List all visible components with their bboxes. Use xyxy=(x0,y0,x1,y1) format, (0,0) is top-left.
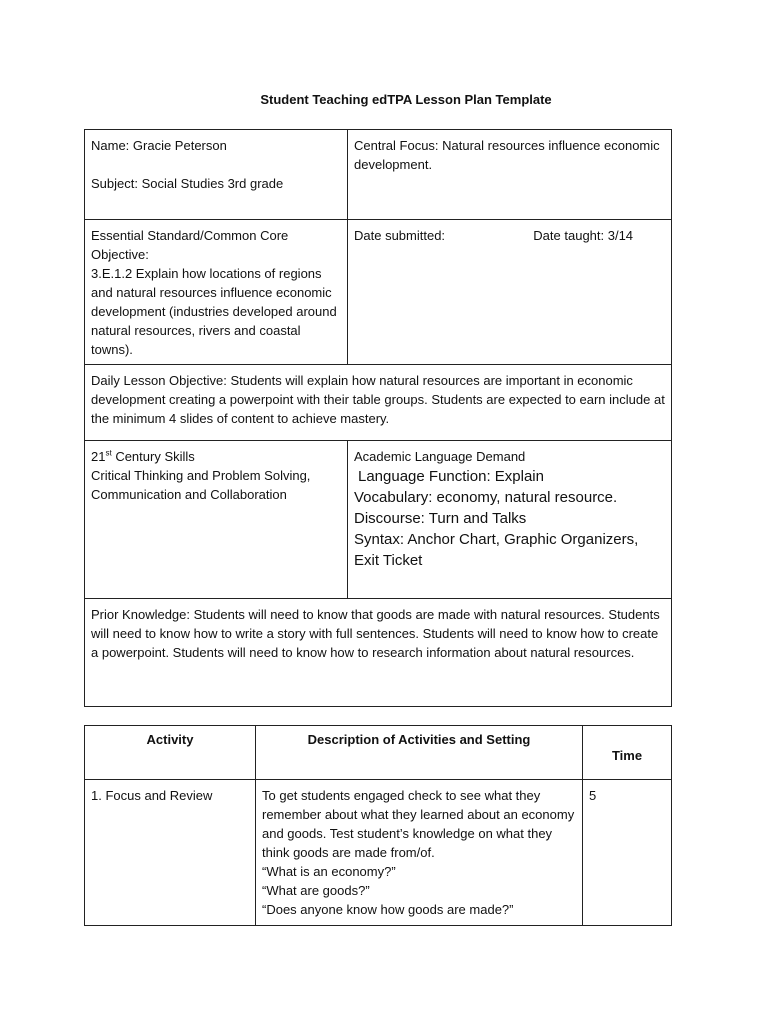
discourse: Discourse: Turn and Talks xyxy=(354,510,527,527)
objective-label: Objective: xyxy=(91,247,149,262)
century-skills-text: Critical Thinking and Problem Solving, Communication and Collaboration xyxy=(91,468,311,502)
dates-cell xyxy=(348,220,672,365)
name-subject-cell xyxy=(85,130,348,220)
prior-knowledge-cell xyxy=(85,599,672,707)
daily-objective-cell xyxy=(85,365,672,441)
date-taught: Date taught: 3/14 xyxy=(533,228,634,243)
activities-table xyxy=(84,725,672,926)
century-skills-cell xyxy=(85,441,348,599)
syntax: Syntax: Anchor Chart, Graphic Organizers, Exit Ticket xyxy=(354,531,639,569)
description-header: Description of Activities and Setting xyxy=(256,726,583,780)
academic-language-cell xyxy=(348,441,672,599)
activity-header: Activity xyxy=(85,726,256,780)
central-focus-field: Central Focus: Natural resources influence economic development. xyxy=(354,138,660,172)
academic-language-title: Academic Language Demand xyxy=(354,449,526,464)
standard-cell xyxy=(85,220,348,365)
subject-field: Subject: Social Studies 3rd grade xyxy=(91,176,284,191)
century-skills-title: 21st Century Skills xyxy=(91,448,195,464)
activity-cell: 1. Focus and Review xyxy=(85,780,256,926)
table-row xyxy=(85,780,672,926)
standard-text: 3.E.1.2 Explain how locations of regions and natural resources influence economic development (industries developed around natural resources, rivers and coastal towns). xyxy=(91,266,337,357)
date-submitted: Date submitted: xyxy=(354,228,446,243)
central-focus-cell xyxy=(348,130,672,220)
question-3: “Does anyone know how goods are made?” xyxy=(262,902,514,917)
vocabulary: Vocabulary: economy, natural resource. xyxy=(354,489,618,506)
daily-objective: Daily Lesson Objective: Students will explain how natural resources are important in economic development creating a powerpoint with their table groups. Students are expected to earn include at the minimum 4 slides of content to achieve mastery. xyxy=(91,373,665,426)
description-cell xyxy=(256,780,583,926)
lesson-info-table xyxy=(84,129,672,707)
page-title: Student Teaching edTPA Lesson Plan Template xyxy=(260,92,552,107)
name-field: Name: Gracie Peterson xyxy=(91,138,227,153)
question-2: “What are goods?” xyxy=(262,883,370,898)
description-text: To get students engaged check to see what they remember about what they learned about an economy and goods. Test student’s knowledge on what they think goods are made from/of. xyxy=(262,788,575,860)
question-1: “What is an economy?” xyxy=(262,864,396,879)
time-header: Time xyxy=(583,726,672,780)
prior-knowledge: Prior Knowledge: Students will need to know that goods are made with natural resources. Students will need to know how to write a story with full sentences. Students will need to know how to create a powerpoint. Students will need to know how to research information about natural resources. xyxy=(91,607,660,660)
standard-label: Essential Standard/Common Core xyxy=(91,228,289,243)
time-cell: 5 xyxy=(583,780,672,926)
language-function: Language Function: Explain xyxy=(358,468,544,485)
